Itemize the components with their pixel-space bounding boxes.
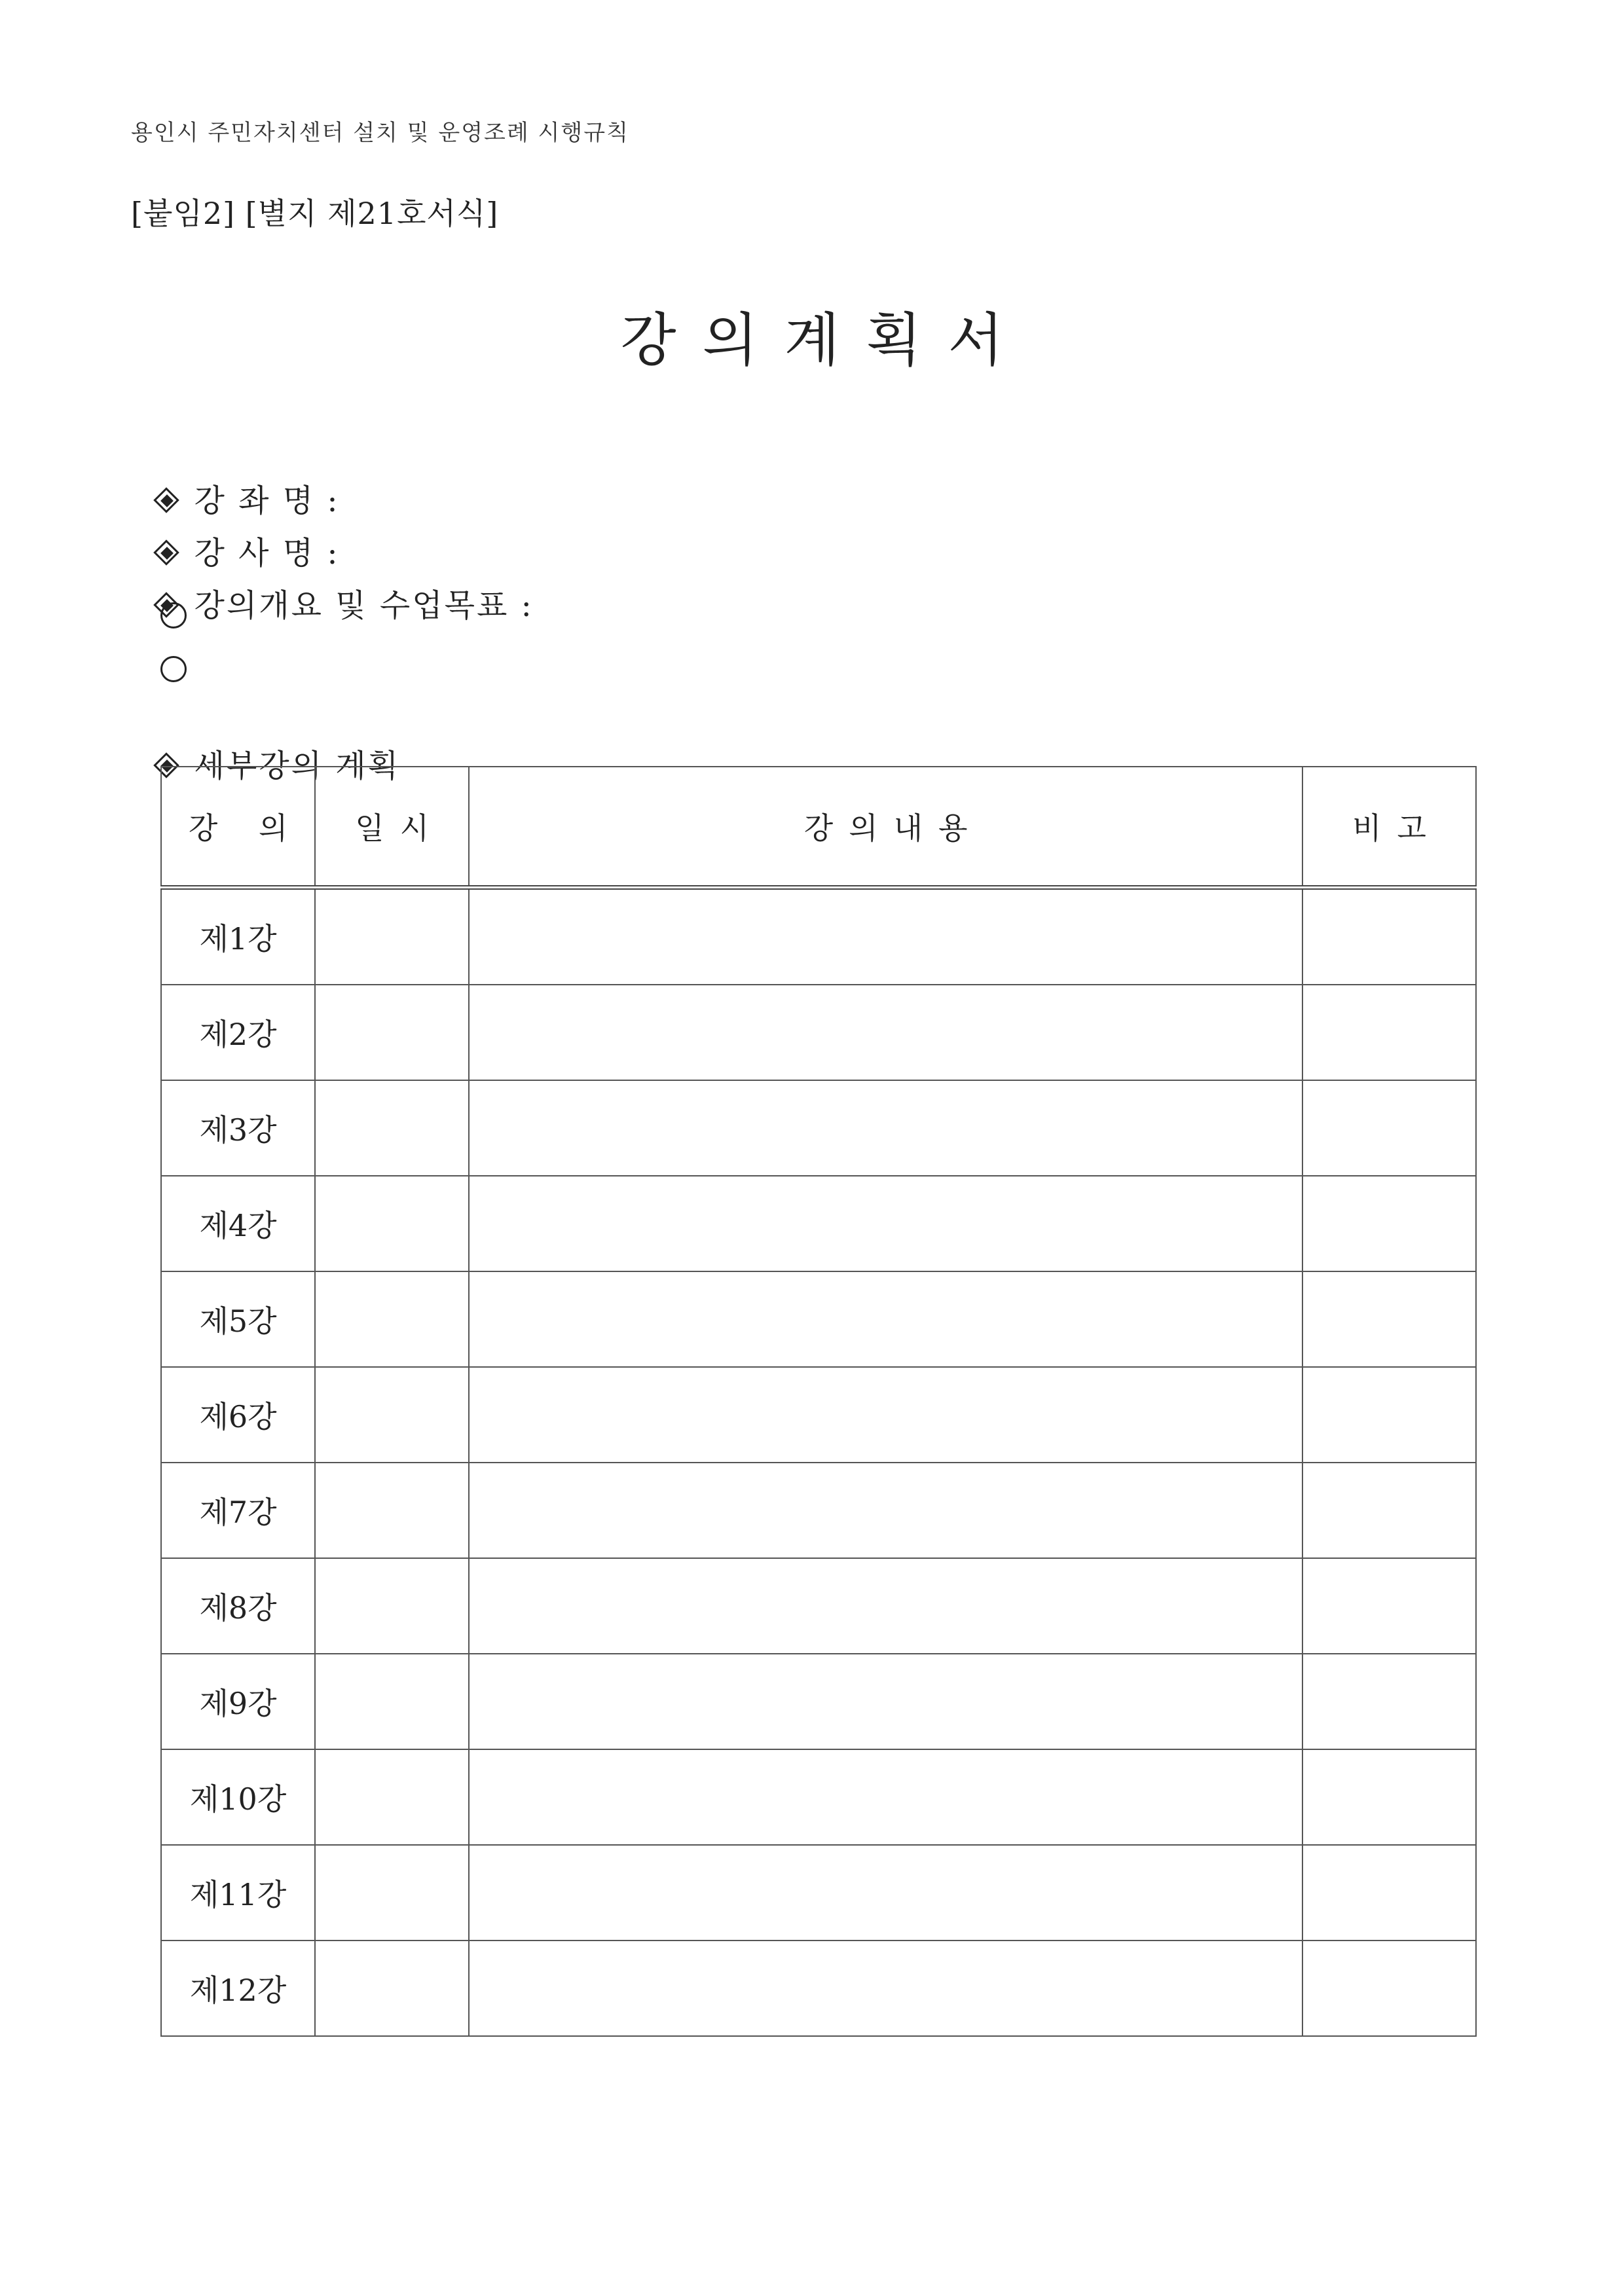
content-cell[interactable] [469, 1845, 1302, 1941]
datetime-cell[interactable] [315, 1271, 469, 1367]
remarks-cell[interactable] [1302, 1749, 1476, 1845]
content-cell[interactable] [469, 985, 1302, 1080]
lecture-cell: 제2강 [161, 985, 315, 1080]
content-cell[interactable] [469, 1176, 1302, 1271]
table-row [161, 1176, 1476, 1271]
lecture-cell: 제1강 [161, 888, 315, 985]
content-cell[interactable] [469, 1654, 1302, 1749]
overview-goals-label: 강의개요 및 수업목표 : [194, 587, 534, 624]
remarks-cell[interactable] [1302, 1558, 1476, 1654]
circle-bullet-icon [160, 656, 187, 682]
datetime-cell[interactable] [315, 1176, 469, 1271]
course-name-label: 강 좌 명 : [194, 483, 340, 519]
table-row [161, 1080, 1476, 1176]
remarks-cell[interactable] [1302, 1271, 1476, 1367]
table-row [161, 1654, 1476, 1749]
remarks-cell[interactable] [1302, 888, 1476, 985]
lecture-cell: 제11강 [161, 1845, 315, 1941]
lecture-cell: 제5강 [161, 1271, 315, 1367]
datetime-cell[interactable] [315, 1367, 469, 1463]
content-cell[interactable] [469, 1271, 1302, 1367]
datetime-cell[interactable] [315, 1080, 469, 1176]
content-cell[interactable] [469, 1367, 1302, 1463]
lecture-cell: 제7강 [161, 1463, 315, 1558]
instructor-name-label: 강 사 명 : [194, 535, 340, 572]
remarks-cell[interactable] [1302, 1463, 1476, 1558]
detail-plan-label: 세부강의 계획 [194, 748, 400, 784]
lecture-cell: 제9강 [161, 1654, 315, 1749]
remarks-cell[interactable] [1302, 1941, 1476, 2036]
table-body [161, 888, 1476, 2037]
table-row [161, 1845, 1476, 1941]
datetime-cell[interactable] [315, 1654, 469, 1749]
regulation-header: 용인시 주민자치센터 설치 및 운영조례 시행규칙 [131, 120, 629, 146]
datetime-cell[interactable] [315, 1463, 469, 1558]
remarks-cell[interactable] [1302, 1654, 1476, 1749]
lecture-cell: 제12강 [161, 1941, 315, 2036]
table-header-row [161, 767, 1476, 888]
header-content: 강의내용 [469, 767, 1302, 888]
header-lecture: 강 의 [161, 767, 315, 888]
lecture-cell: 제10강 [161, 1749, 315, 1845]
datetime-cell[interactable] [315, 1941, 469, 2036]
lecture-cell: 제4강 [161, 1176, 315, 1271]
table-row [161, 1463, 1476, 1558]
table-row [161, 985, 1476, 1080]
table-row [161, 1271, 1476, 1367]
document-title: 강의계획서 [620, 306, 1030, 374]
datetime-cell[interactable] [315, 985, 469, 1080]
datetime-cell[interactable] [315, 1749, 469, 1845]
table-row [161, 1941, 1476, 2036]
lecture-cell: 제8강 [161, 1558, 315, 1654]
content-cell[interactable] [469, 1463, 1302, 1558]
datetime-cell[interactable] [315, 888, 469, 985]
remarks-cell[interactable] [1302, 985, 1476, 1080]
content-cell[interactable] [469, 1080, 1302, 1176]
table-row [161, 888, 1476, 985]
form-number-label: [붙임2] [별지 제21호서식] [131, 196, 499, 231]
header-datetime: 일시 [315, 767, 469, 888]
datetime-cell[interactable] [315, 1558, 469, 1654]
content-cell[interactable] [469, 1749, 1302, 1845]
remarks-cell[interactable] [1302, 1176, 1476, 1271]
content-cell[interactable] [469, 888, 1302, 985]
lecture-cell: 제3강 [161, 1080, 315, 1176]
content-cell[interactable] [469, 1558, 1302, 1654]
remarks-cell[interactable] [1302, 1080, 1476, 1176]
header-remarks: 비고 [1302, 767, 1476, 888]
content-cell[interactable] [469, 1941, 1302, 2036]
lecture-cell: 제6강 [161, 1367, 315, 1463]
remarks-cell[interactable] [1302, 1367, 1476, 1463]
table-row [161, 1367, 1476, 1463]
table-row [161, 1558, 1476, 1654]
remarks-cell[interactable] [1302, 1845, 1476, 1941]
datetime-cell[interactable] [315, 1845, 469, 1941]
table-row [161, 1749, 1476, 1845]
circle-bullet-icon [160, 602, 187, 629]
lecture-plan-table [160, 766, 1477, 2037]
overview-goals-field [130, 543, 534, 625]
